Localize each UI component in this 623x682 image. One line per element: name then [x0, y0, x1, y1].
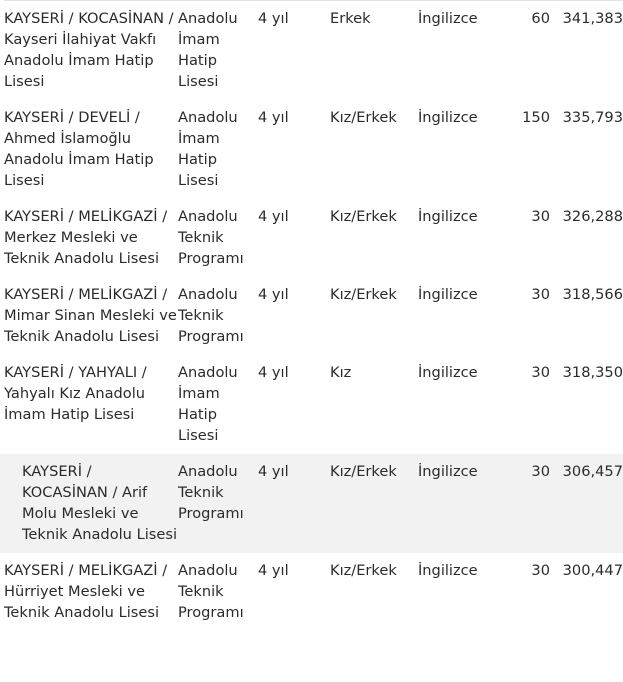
cell-duration: 4 yıl — [258, 208, 289, 225]
cell-gender: Kız/Erkek — [330, 109, 397, 126]
cell-duration: 4 yıl — [258, 109, 289, 126]
cell-quota: 30 — [531, 463, 550, 480]
cell-type: Anadolu Teknik Programı — [178, 286, 244, 345]
cell-language: İngilizce — [418, 463, 478, 480]
cell-language: İngilizce — [418, 562, 478, 579]
cell-score: 335,793 — [562, 109, 623, 126]
cell-quota: 30 — [531, 562, 550, 579]
cell-duration: 4 yıl — [258, 286, 289, 303]
cell-name: KAYSERİ / MELİKGAZİ / Merkez Mesleki ve Teknik Anadolu Lisesi — [4, 208, 168, 267]
cell-name: KAYSERİ / YAHYALI / Yahyalı Kız Anadolu İmam Hatip Lisesi — [4, 364, 147, 423]
cell-gender: Kız/Erkek — [330, 208, 397, 225]
cell-quota: 60 — [531, 10, 550, 27]
cell-score: 326,288 — [562, 208, 623, 225]
cell-quota: 30 — [531, 286, 550, 303]
cell-duration: 4 yıl — [258, 562, 289, 579]
table-row[interactable] — [4, 199, 623, 277]
cell-duration: 4 yıl — [258, 364, 289, 381]
cell-name: KAYSERİ / MELİKGAZİ / Hürriyet Mesleki ve Teknik Anadolu Lisesi — [4, 562, 168, 621]
cell-language: İngilizce — [418, 364, 478, 381]
cell-name: KAYSERİ / MELİKGAZİ / Mimar Sinan Mesleki ve Teknik Anadolu Lisesi — [4, 286, 177, 345]
table-row[interactable] — [4, 277, 623, 355]
cell-language: İngilizce — [418, 109, 478, 126]
cell-gender: Kız — [330, 364, 352, 381]
table-body — [4, 1, 623, 632]
cell-score: 300,447 — [562, 562, 623, 579]
cell-quota: 150 — [522, 109, 550, 126]
cell-duration: 4 yıl — [258, 463, 289, 480]
cell-duration: 4 yıl — [258, 10, 289, 27]
cell-type: Anadolu İmam Hatip Lisesi — [178, 364, 238, 444]
cell-quota: 30 — [531, 364, 550, 381]
cell-name: KAYSERİ / KOCASİNAN / Arif Molu Mesleki ve Teknik Anadolu Lisesi — [4, 454, 178, 553]
cell-type: Anadolu Teknik Programı — [178, 562, 244, 621]
cell-name: KAYSERİ / KOCASİNAN / Kayseri İlahiyat Vakfı Anadolu İmam Hatip Lisesi — [4, 10, 174, 90]
cell-type: Anadolu Teknik Programı — [178, 208, 244, 267]
cell-type: Anadolu Teknik Programı — [178, 463, 244, 522]
cell-score: 318,350 — [562, 364, 623, 381]
cell-gender: Erkek — [330, 10, 371, 27]
cell-score: 318,566 — [562, 286, 623, 303]
table-row[interactable] — [4, 1, 623, 101]
cell-type: Anadolu İmam Hatip Lisesi — [178, 10, 238, 90]
table-row[interactable] — [4, 100, 623, 199]
table-row[interactable] — [4, 355, 623, 454]
cell-gender: Kız/Erkek — [330, 562, 397, 579]
cell-score: 341,383 — [562, 10, 623, 27]
table-row[interactable] — [4, 454, 623, 553]
cell-type: Anadolu İmam Hatip Lisesi — [178, 109, 238, 189]
cell-gender: Kız/Erkek — [330, 286, 397, 303]
cell-language: İngilizce — [418, 10, 478, 27]
cell-score: 306,457 — [562, 463, 623, 480]
cell-language: İngilizce — [418, 208, 478, 225]
cell-quota: 30 — [531, 208, 550, 225]
cell-language: İngilizce — [418, 286, 478, 303]
cell-name: KAYSERİ / DEVELİ / Ahmed İslamoğlu Anadolu İmam Hatip Lisesi — [4, 109, 154, 189]
cell-gender: Kız/Erkek — [330, 463, 397, 480]
table-row[interactable] — [4, 553, 623, 631]
